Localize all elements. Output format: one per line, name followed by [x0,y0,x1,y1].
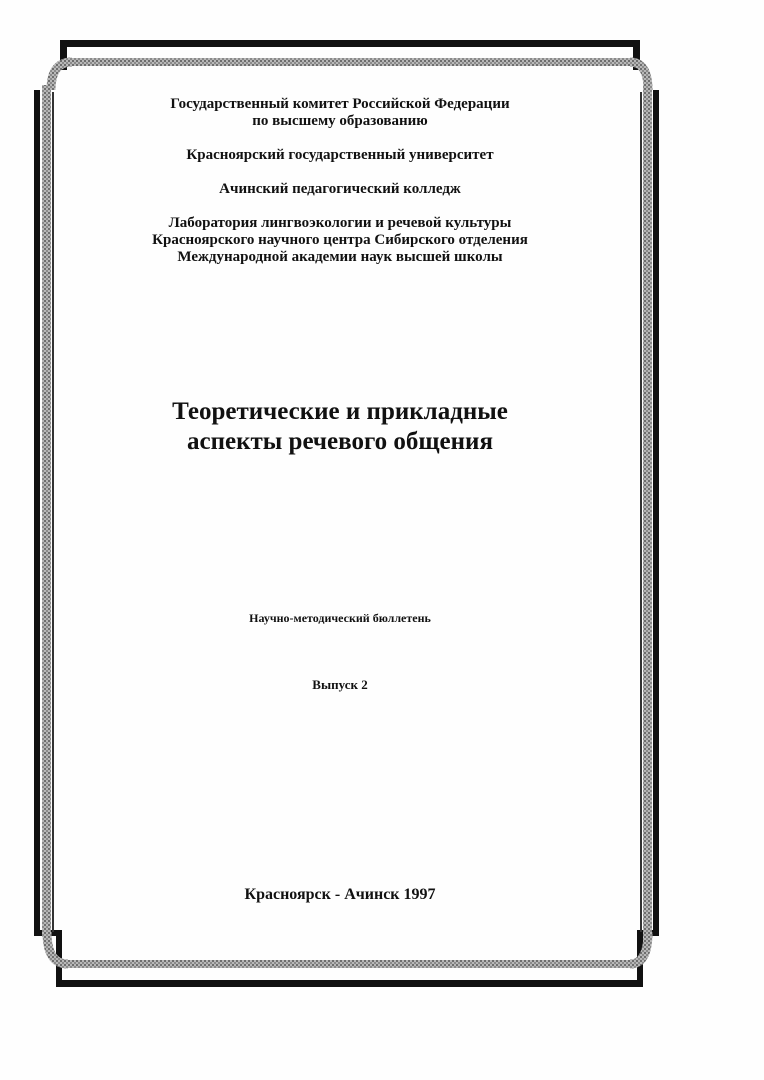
title-line-2: аспекты речевого общения [187,428,493,455]
org-line-ministry: Государственный комитет Российской Федерации [170,96,510,112]
imprint-place-year: Красноярск - Ачинск 1997 [244,886,436,903]
org-line-higher-education: по высшему образованию [252,113,428,129]
issue-number: Выпуск 2 [312,677,368,692]
document-title [0,397,680,457]
frame-corner-top-left [51,62,72,90]
frame-top-black [60,40,640,47]
lab-line-1: Лаборатория лингвоэкологии и речевой культуры [168,215,512,231]
frame-corner-top-right [630,62,648,90]
organization-header [0,96,680,266]
frame-bottom-gray [66,960,632,968]
university-line: Красноярский государственный университет [186,147,494,163]
frame-top-gray [70,58,632,66]
lab-line-3: Международной академии наук высшей школы [177,249,503,265]
college-line: Ачинский педагогический колледж [219,181,461,197]
title-line-1: Теоретические и прикладные [172,398,508,425]
document-subtitle: Научно-методический бюллетень [249,611,431,625]
frame-bottom-black [56,980,642,987]
lab-line-2: Красноярского научного центра Сибирского отделения [152,232,528,248]
